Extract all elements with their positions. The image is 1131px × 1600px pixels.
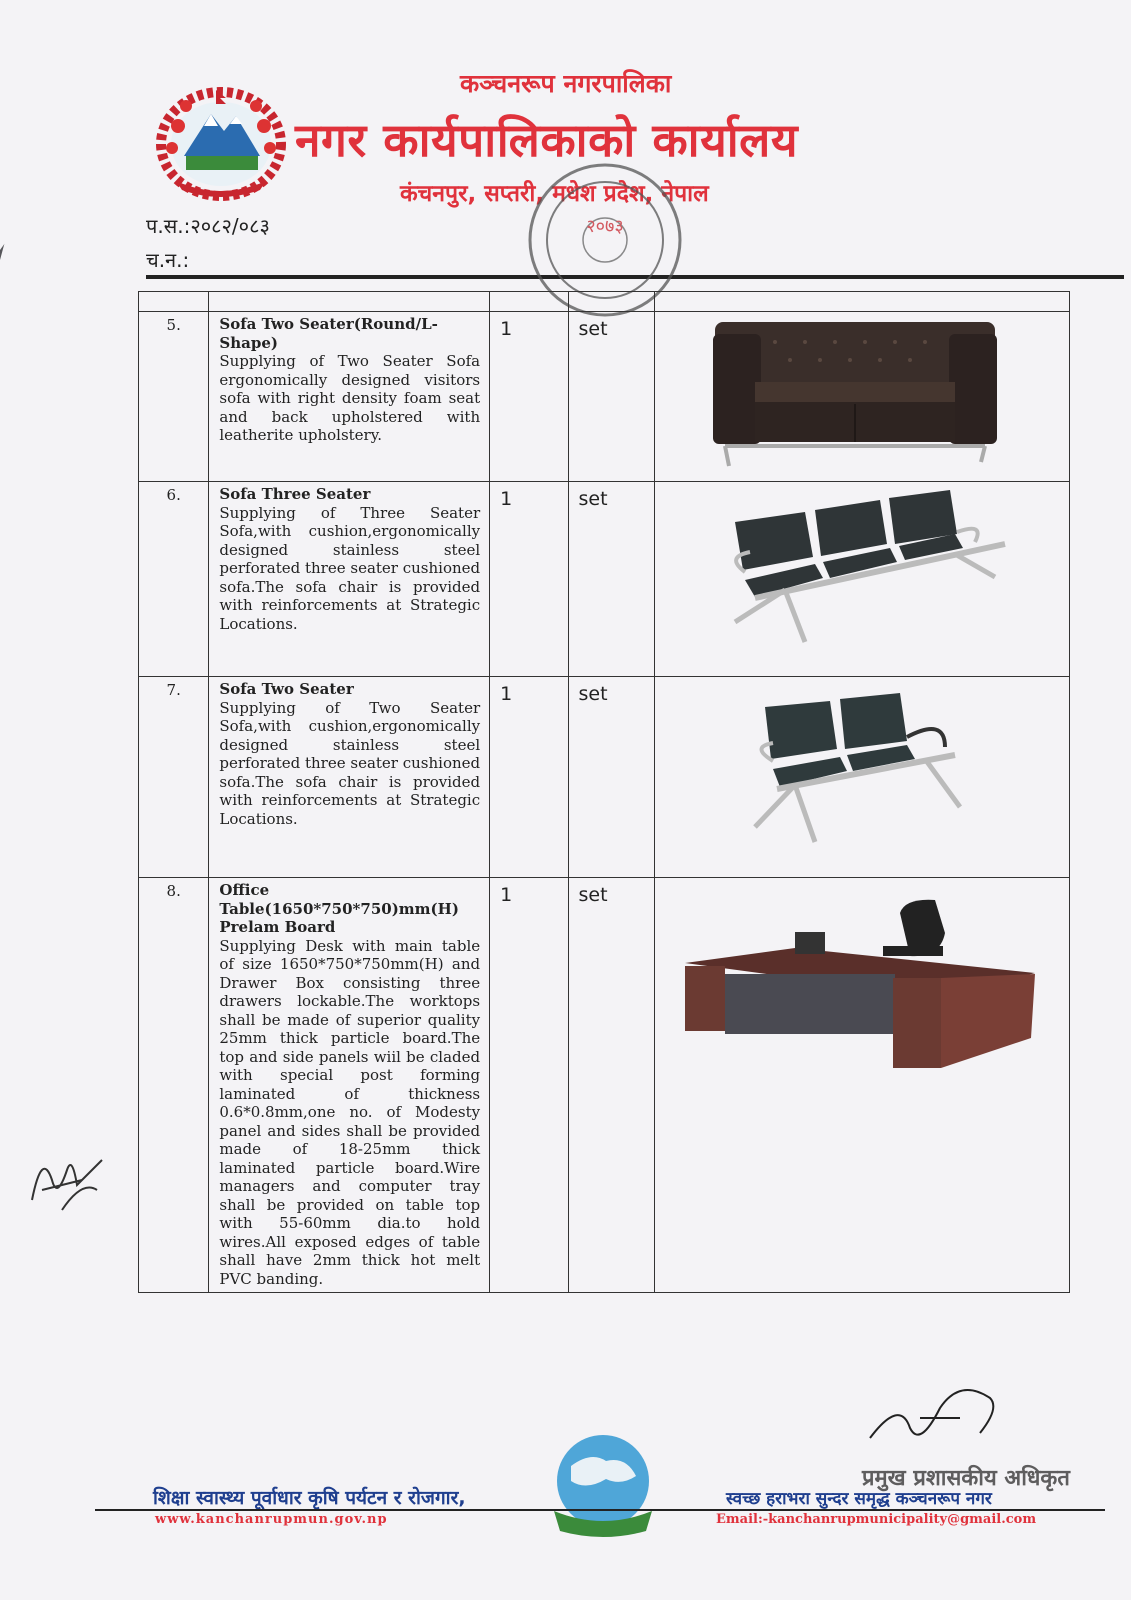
three-seater-bench-image xyxy=(655,482,1067,672)
item-title: Sofa Two Seater xyxy=(219,680,354,698)
footer-left-slogan: शिक्षा स्वास्थ्य पूर्वाधार कृषि पर्यटन र रोजगार, xyxy=(153,1487,466,1509)
item-unit: set xyxy=(578,683,608,705)
item-qty: 1 xyxy=(500,683,513,705)
dispatch-number: च.न.: xyxy=(146,248,190,272)
office-title: नगर कार्यपालिकाको कार्यालय xyxy=(295,113,799,167)
signature-right xyxy=(860,1378,1030,1458)
item-unit: set xyxy=(578,488,608,510)
item-qty: 1 xyxy=(500,488,513,510)
email-link[interactable]: Email:-kanchanrupmunicipality@gmail.com xyxy=(716,1512,1037,1527)
footer-divider xyxy=(95,1509,1105,1511)
table-row xyxy=(139,878,1070,1293)
item-title: Sofa Three Seater xyxy=(219,485,371,503)
items-table xyxy=(138,291,1070,1293)
item-sn: 7. xyxy=(139,677,209,878)
item-title: Sofa Two Seater(Round/L-Shape) xyxy=(219,315,438,352)
nepal-emblem-icon xyxy=(156,86,286,201)
item-description: Supplying Desk with main table of size 1650*750*750mm(H) and Drawer Box consisting three drawers lockable.The worktops shall be made of superior quality 25mm thick particle board.The top and side panels wiil be claded with special post forming laminated of thickness 0.6*0.8mm,one no. of Modesty panel and sides shall be provided made of 18-25mm thick laminated particle board.Wire managers and computer tray shall be provided on table top with 55-60mm dia.to hold wires.All exposed edges of table shall have 2mm thick hot melt PVC banding. xyxy=(219,936,481,1288)
item-sn: 6. xyxy=(139,482,209,677)
signature-left xyxy=(22,1140,112,1220)
officer-stamp: प्रमुख प्रशासकीय अधिकृत xyxy=(862,1466,1070,1491)
office-address: कंचनपुर, सप्तरी, मधेश प्रदेश, नेपाल xyxy=(400,181,709,207)
office-desk-image xyxy=(655,878,1067,1078)
globe-logo-icon xyxy=(546,1431,660,1541)
two-seater-bench-image xyxy=(655,677,1067,873)
item-description: Supplying of Three Seater Sofa,with cushion,ergonomically designed stainless steel perforated three seater cushioned sofa.The sofa chair is provided with reinforcements at Strategic Locations. xyxy=(219,503,481,633)
municipality-name: कञ्चनरूप नगरपालिका xyxy=(460,69,672,98)
item-description: Supplying of Two Seater Sofa,with cushion,ergonomically designed stainless steel perforated three seater cushioned sofa.The sofa chair is provided with reinforcements at Strategic Locations. xyxy=(219,698,481,828)
item-qty: 1 xyxy=(500,884,513,906)
stamp-year: २०७३ xyxy=(586,216,624,237)
reference-number: प.स.:२०८२/०८३ xyxy=(146,214,270,238)
item-unit: set xyxy=(578,318,608,340)
item-sn: 8. xyxy=(139,878,209,1293)
item-sn: 5. xyxy=(139,312,209,482)
leather-sofa-image xyxy=(655,312,1067,477)
website-link[interactable]: www.kanchanrupmun.gov.np xyxy=(155,1512,388,1527)
item-title: Office Table(1650*750*750)mm(H) Prelam Board xyxy=(219,881,459,936)
table-row xyxy=(139,482,1070,677)
table-row xyxy=(139,677,1070,878)
item-description: Supplying of Two Seater Sofa ergonomically designed visitors sofa with right density foam seat and back upholstered with leatherite upholstery. xyxy=(219,352,481,444)
footer-right-slogan: स्वच्छ हराभरा सुन्दर समृद्ध कञ्चनरूप नगर xyxy=(726,1489,992,1509)
table-header-row xyxy=(139,292,1070,312)
table-row xyxy=(139,312,1070,482)
item-unit: set xyxy=(578,884,608,906)
item-qty: 1 xyxy=(500,318,513,340)
